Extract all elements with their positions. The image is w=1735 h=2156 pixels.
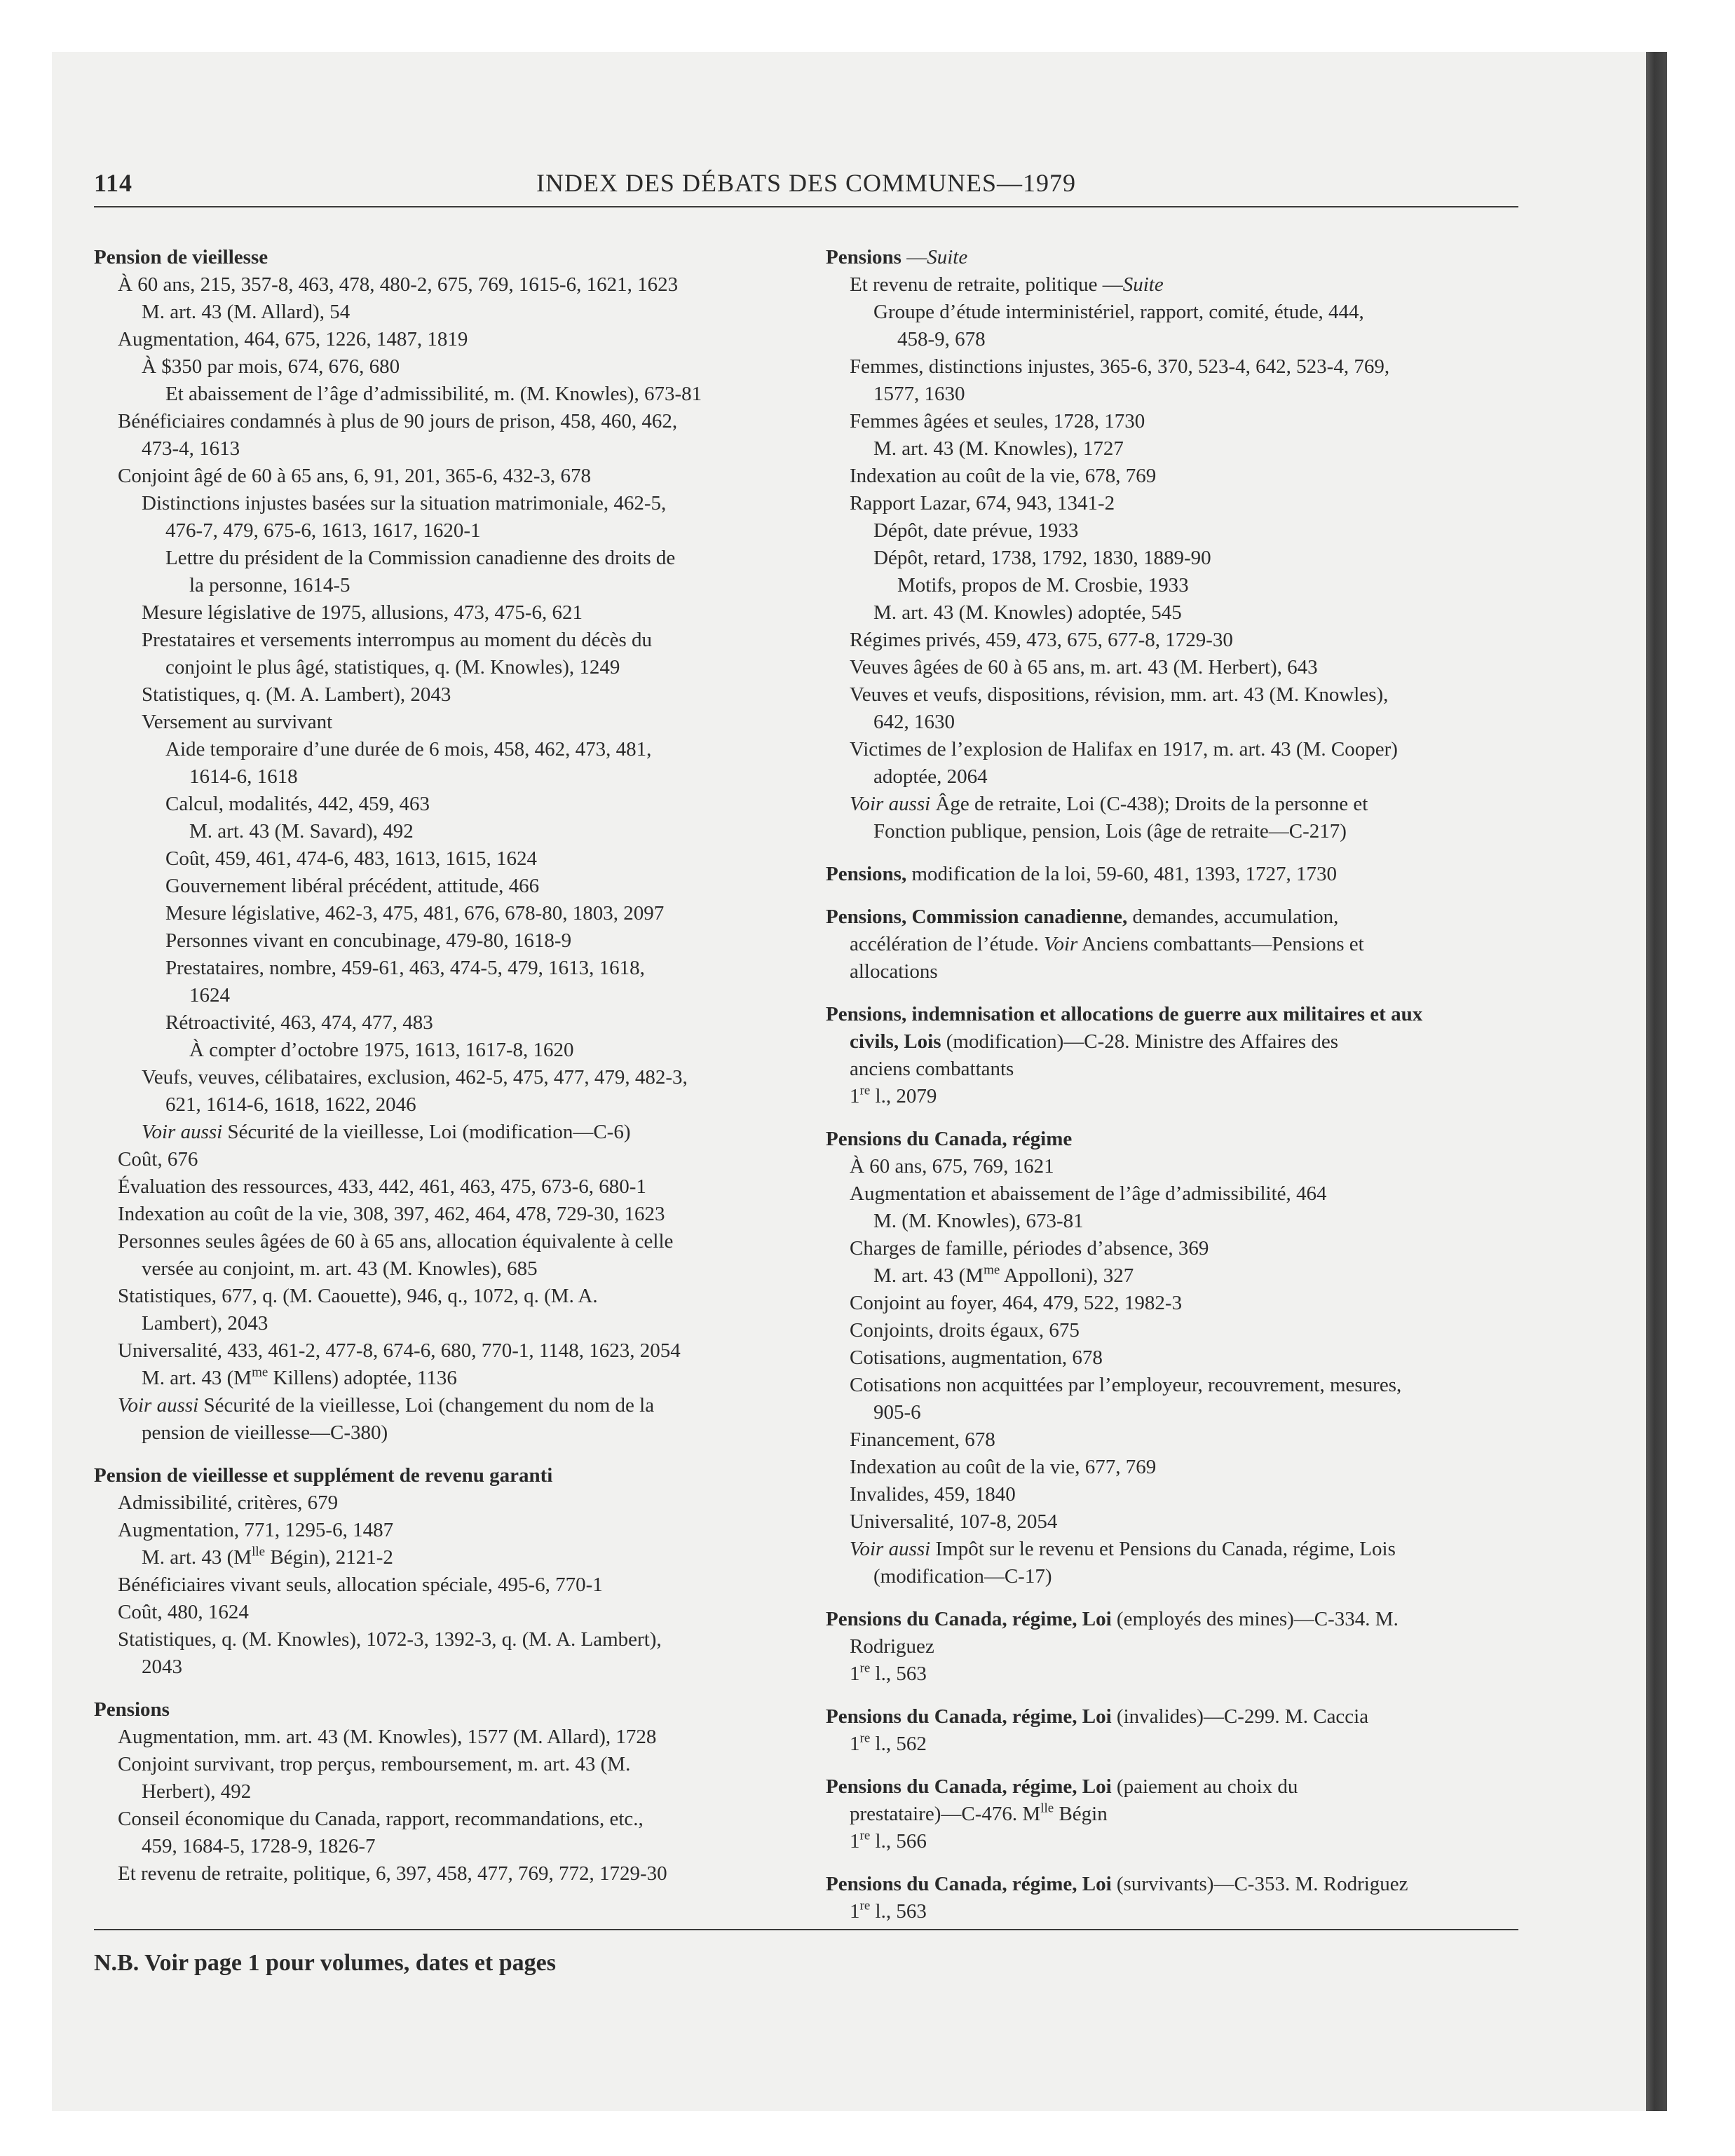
index-line <box>94 1201 781 1228</box>
index-line <box>94 1310 781 1337</box>
index-text: Admissibilité, critères, 679 <box>118 1492 339 1514</box>
index-text: 1 <box>850 1085 860 1107</box>
index-text: 1577, 1630 <box>873 383 965 405</box>
index-text: 1 <box>850 1733 860 1755</box>
index-text: Veuves et veufs, dispositions, révision, mm. art. 43 (M. Knowles), <box>850 683 1389 706</box>
scan-edge-strip <box>1646 52 1667 2111</box>
index-heading: Pensions du Canada, régime, Loi <box>826 1775 1112 1798</box>
index-text: l., 562 <box>870 1733 927 1755</box>
index-line <box>94 490 781 517</box>
footer-rule <box>94 1929 1518 1930</box>
index-text: Bénéficiaires vivant seuls, allocation spéciale, 495-6, 770-1 <box>118 1574 603 1596</box>
index-line <box>94 982 781 1009</box>
index-column-left <box>94 244 781 1888</box>
index-text: M. art. 43 (M <box>142 1367 252 1389</box>
index-text: allocations <box>850 960 938 983</box>
cross-reference: Voir aussi <box>142 1121 223 1143</box>
index-line <box>826 1317 1513 1344</box>
index-line <box>94 244 781 271</box>
index-line <box>826 1606 1513 1633</box>
index-line <box>826 572 1513 599</box>
index-text: Augmentation, 464, 675, 1226, 1487, 1819 <box>118 328 468 350</box>
index-text: Et revenu de retraite, politique, 6, 397, 458, 477, 769, 772, 1729-30 <box>118 1862 667 1885</box>
index-line <box>826 1056 1513 1083</box>
index-text: Bégin), 2121-2 <box>265 1546 393 1569</box>
index-line <box>826 1898 1513 1925</box>
index-line <box>826 1262 1513 1290</box>
index-text: Mesure législative, 462-3, 475, 481, 676, 678-80, 1803, 2097 <box>165 902 665 925</box>
index-line <box>94 1064 781 1091</box>
index-line <box>826 490 1513 517</box>
index-line <box>94 435 781 463</box>
index-text: Distinctions injustes basées sur la situation matrimoniale, 462-5, <box>142 492 667 514</box>
index-line <box>94 1119 781 1146</box>
index-text: Bégin <box>1054 1803 1108 1825</box>
index-text: M. art. 43 (M <box>142 1546 252 1569</box>
running-title: INDEX DES DÉBATS DES COMMUNES—1979 <box>536 169 1077 197</box>
index-line <box>94 1337 781 1365</box>
index-text: Sécurité de la vieillesse, Loi (changement du nom de la <box>198 1394 655 1417</box>
index-text: M. art. 43 (M. Savard), 492 <box>189 820 414 842</box>
index-text: re <box>859 1660 871 1676</box>
index-line <box>826 1126 1513 1153</box>
index-line <box>826 353 1513 381</box>
index-line <box>826 1153 1513 1180</box>
index-line <box>94 408 781 435</box>
index-line <box>94 1146 781 1173</box>
index-line <box>94 1599 781 1626</box>
index-line <box>94 1489 781 1517</box>
index-line <box>826 435 1513 463</box>
index-text: 473-4, 1613 <box>142 437 240 460</box>
index-text: accélération de l’étude. <box>850 933 1044 955</box>
index-text: 1 <box>850 1663 860 1685</box>
index-text: Augmentation et abaissement de l’âge d’admissibilité, 464 <box>850 1182 1327 1205</box>
index-text: adoptée, 2064 <box>873 765 988 788</box>
index-text: Groupe d’étude interministériel, rapport, comité, étude, 444, <box>873 301 1364 323</box>
index-line <box>826 1536 1513 1563</box>
index-heading: Pensions <box>826 246 901 268</box>
index-line <box>826 681 1513 709</box>
index-text: Herbert), 492 <box>142 1780 252 1803</box>
index-text: Universalité, 107-8, 2054 <box>850 1510 1058 1533</box>
index-text: Femmes, distinctions injustes, 365-6, 370, 523-4, 642, 523-4, 769, <box>850 355 1390 378</box>
index-line <box>94 1778 781 1806</box>
index-text: Conjoints, droits égaux, 675 <box>850 1319 1080 1342</box>
index-text: À 60 ans, 675, 769, 1621 <box>850 1155 1054 1178</box>
entry-gap <box>826 1688 1513 1703</box>
index-text: 1624 <box>189 984 230 1007</box>
index-text: Invalides, 459, 1840 <box>850 1483 1016 1506</box>
cross-reference: Suite <box>927 246 968 268</box>
index-text: Versement au survivant <box>142 711 333 733</box>
index-text: Rapport Lazar, 674, 943, 1341-2 <box>850 492 1115 514</box>
index-text: Et abaissement de l’âge d’admissibilité, m. (M. Knowles), 673-81 <box>165 383 702 405</box>
index-text: M. art. 43 (M. Knowles) adoptée, 545 <box>873 601 1182 624</box>
index-line <box>826 1208 1513 1235</box>
page-header <box>94 168 1518 210</box>
index-line <box>826 1344 1513 1372</box>
index-text: Bénéficiaires condamnés à plus de 90 jours de prison, 458, 460, 462, <box>118 410 678 432</box>
index-heading: Pensions, <box>826 863 907 885</box>
index-line <box>94 1255 781 1283</box>
index-text: Charges de famille, périodes d’absence, 369 <box>850 1237 1209 1260</box>
index-text: 476-7, 479, 675-6, 1613, 1617, 1620-1 <box>165 519 481 542</box>
index-text: (modification—C-17) <box>873 1565 1052 1588</box>
index-line <box>826 1828 1513 1855</box>
index-text: re <box>859 1731 871 1746</box>
index-text: re <box>859 1828 871 1843</box>
index-line <box>826 326 1513 353</box>
cross-reference: Voir aussi <box>850 793 931 815</box>
index-text: (invalides)—C-299. M. Caccia <box>1111 1705 1369 1728</box>
index-line <box>94 572 781 599</box>
index-line <box>826 931 1513 958</box>
index-line <box>94 271 781 299</box>
index-line <box>826 958 1513 985</box>
index-line <box>826 299 1513 326</box>
cross-reference: Voir aussi <box>118 1394 199 1417</box>
index-line <box>826 1508 1513 1536</box>
index-line <box>826 1426 1513 1454</box>
index-line <box>94 1653 781 1681</box>
index-text: Aide temporaire d’une durée de 6 mois, 458, 462, 473, 481, <box>165 738 652 760</box>
index-line <box>826 654 1513 681</box>
index-line <box>94 517 781 545</box>
index-line <box>94 1544 781 1571</box>
index-line <box>94 709 781 736</box>
index-line <box>826 1083 1513 1110</box>
index-heading: Pensions du Canada, régime, Loi <box>826 1705 1112 1728</box>
index-line <box>826 1481 1513 1508</box>
index-line <box>94 545 781 572</box>
index-text: l., 563 <box>870 1900 927 1923</box>
index-text: re <box>859 1083 871 1098</box>
index-line <box>94 1091 781 1119</box>
index-line <box>94 1571 781 1599</box>
index-text: la personne, 1614-5 <box>189 574 351 596</box>
index-line <box>94 1860 781 1888</box>
index-text: modification de la loi, 59-60, 481, 1393, 1727, 1730 <box>906 863 1337 885</box>
index-line <box>94 1037 781 1064</box>
index-text: Lambert), 2043 <box>142 1312 268 1335</box>
index-text: (employés des mines)—C-334. M. <box>1111 1608 1399 1630</box>
index-text: lle <box>252 1544 266 1560</box>
index-line <box>94 1392 781 1419</box>
index-line <box>826 244 1513 271</box>
index-line <box>826 463 1513 490</box>
index-line <box>826 1399 1513 1426</box>
index-line <box>94 791 781 818</box>
index-line <box>94 353 781 381</box>
index-text: versée au conjoint, m. art. 43 (M. Knowles), 685 <box>142 1257 538 1280</box>
index-text: Conjoint survivant, trop perçus, remboursement, m. art. 43 (M. <box>118 1753 631 1775</box>
index-heading: Pensions du Canada, régime, Loi <box>826 1873 1112 1895</box>
index-line <box>826 1660 1513 1688</box>
index-text: Veufs, veuves, célibataires, exclusion, 462-5, 475, 477, 479, 482-3, <box>142 1066 688 1089</box>
index-line <box>826 1290 1513 1317</box>
index-text: prestataire)—C-476. M <box>850 1803 1041 1825</box>
index-text: Conjoint âgé de 60 à 65 ans, 6, 91, 201, 365-6, 432-3, 678 <box>118 465 591 487</box>
index-text: Statistiques, 677, q. (M. Caouette), 946, q., 1072, q. (M. A. <box>118 1285 598 1307</box>
entry-gap <box>94 1447 781 1462</box>
index-text: 642, 1630 <box>873 711 955 733</box>
index-line <box>826 1235 1513 1262</box>
index-line <box>94 381 781 408</box>
index-text: Calcul, modalités, 442, 459, 463 <box>165 793 430 815</box>
index-line <box>826 1871 1513 1898</box>
index-text: pension de vieillesse—C-380) <box>142 1421 388 1444</box>
index-text: re <box>859 1898 871 1913</box>
index-text: Financement, 678 <box>850 1428 995 1451</box>
index-text: Veuves âgées de 60 à 65 ans, m. art. 43 (M. Herbert), 643 <box>850 656 1318 678</box>
index-text: anciens combattants <box>850 1058 1014 1080</box>
index-text: (modification)—C-28. Ministre des Affaires des <box>941 1030 1338 1053</box>
index-text: M. art. 43 (M. Knowles), 1727 <box>873 437 1124 460</box>
index-text: Fonction publique, pension, Lois (âge de retraite—C-217) <box>873 820 1347 842</box>
index-heading: Pensions <box>94 1698 170 1721</box>
index-line <box>94 1517 781 1544</box>
index-text: 1 <box>850 1830 860 1853</box>
index-text: Dépôt, retard, 1738, 1792, 1830, 1889-90 <box>873 547 1211 569</box>
index-text: Appolloni), 327 <box>1000 1264 1134 1287</box>
index-text: Statistiques, q. (M. A. Lambert), 2043 <box>142 683 451 706</box>
index-text: demandes, accumulation, <box>1127 906 1339 928</box>
index-line <box>94 1806 781 1833</box>
index-line <box>826 545 1513 572</box>
index-text: Évaluation des ressources, 433, 442, 461, 463, 475, 673-6, 680-1 <box>118 1175 646 1198</box>
index-line <box>94 1283 781 1310</box>
index-line <box>94 654 781 681</box>
entry-gap <box>826 1758 1513 1773</box>
index-line <box>826 1028 1513 1056</box>
index-heading: Pensions, Commission canadienne, <box>826 906 1128 928</box>
index-text: l., 563 <box>870 1663 927 1685</box>
index-line <box>826 736 1513 763</box>
index-line <box>94 955 781 982</box>
index-text: 459, 1684-5, 1728-9, 1826-7 <box>142 1835 376 1857</box>
index-text: conjoint le plus âgé, statistiques, q. (M. Knowles), 1249 <box>165 656 620 678</box>
index-line <box>94 681 781 709</box>
index-text: me <box>252 1365 268 1380</box>
index-text: Gouvernement libéral précédent, attitude, 466 <box>165 875 540 897</box>
index-line <box>94 900 781 927</box>
index-line <box>826 408 1513 435</box>
index-text: l., 566 <box>870 1830 927 1853</box>
index-text: 2043 <box>142 1656 182 1678</box>
index-text: À 60 ans, 215, 357-8, 463, 478, 480-2, 675, 769, 1615-6, 1621, 1623 <box>118 273 679 296</box>
index-line <box>826 1731 1513 1758</box>
index-text: Conseil économique du Canada, rapport, recommandations, etc., <box>118 1808 644 1830</box>
footer-note: N.B. Voir page 1 pour volumes, dates et pages <box>94 1950 556 1976</box>
index-line <box>826 1454 1513 1481</box>
index-line <box>94 927 781 955</box>
index-line <box>826 1001 1513 1028</box>
index-text: 905-6 <box>873 1401 921 1424</box>
index-text: me <box>984 1262 1000 1278</box>
index-line <box>94 627 781 654</box>
index-line <box>826 1563 1513 1590</box>
cross-reference: Suite <box>1122 273 1164 296</box>
index-heading: Pension de vieillesse <box>94 246 268 268</box>
index-text: 1614-6, 1618 <box>189 765 298 788</box>
index-text: Augmentation, 771, 1295-6, 1487 <box>118 1519 394 1541</box>
index-heading: Pension de vieillesse et supplément de revenu garanti <box>94 1464 553 1487</box>
index-heading: civils, Lois <box>850 1030 941 1053</box>
index-text: Universalité, 433, 461-2, 477-8, 674-6, 680, 770-1, 1148, 1623, 2054 <box>118 1339 681 1362</box>
index-text: À $350 par mois, 674, 676, 680 <box>142 355 400 378</box>
index-text: M. art. 43 (M. Allard), 54 <box>142 301 351 323</box>
index-text: 458-9, 678 <box>897 328 986 350</box>
index-text: Cotisations non acquittées par l’employeur, recouvrement, mesures, <box>850 1374 1402 1396</box>
index-text: Indexation au coût de la vie, 678, 769 <box>850 465 1157 487</box>
index-line <box>94 1365 781 1392</box>
index-line <box>94 1462 781 1489</box>
index-line <box>94 873 781 900</box>
index-heading: Pensions du Canada, régime <box>826 1128 1073 1150</box>
index-line <box>94 1696 781 1724</box>
index-text: Sécurité de la vieillesse, Loi (modification—C-6) <box>222 1121 631 1143</box>
index-text: Coût, 676 <box>118 1148 198 1171</box>
header-rule <box>94 206 1518 207</box>
index-line <box>826 763 1513 791</box>
entry-gap <box>826 888 1513 903</box>
entry-gap <box>94 1681 781 1696</box>
index-line <box>94 1009 781 1037</box>
index-line <box>94 1833 781 1860</box>
index-line <box>826 271 1513 299</box>
index-text: (paiement au choix du <box>1111 1775 1298 1798</box>
index-text: Coût, 459, 461, 474-6, 483, 1613, 1615, 1624 <box>165 847 538 870</box>
index-text: Victimes de l’explosion de Halifax en 1917, m. art. 43 (M. Cooper) <box>850 738 1398 760</box>
index-line <box>826 1633 1513 1660</box>
index-line <box>826 791 1513 818</box>
index-line <box>94 736 781 763</box>
index-line <box>826 1180 1513 1208</box>
index-line <box>94 845 781 873</box>
index-text: Dépôt, date prévue, 1933 <box>873 519 1079 542</box>
index-line <box>94 1228 781 1255</box>
index-text: Âge de retraite, Loi (C-438); Droits de la personne et <box>930 793 1368 815</box>
entry-gap <box>826 1110 1513 1126</box>
index-heading: Pensions du Canada, régime, Loi <box>826 1608 1112 1630</box>
index-line <box>94 818 781 845</box>
index-line <box>826 599 1513 627</box>
index-text: Prestataires et versements interrompus au moment du décès du <box>142 629 653 651</box>
index-text: Anciens combattants—Pensions et <box>1077 933 1364 955</box>
index-text: Rodriguez <box>850 1635 934 1658</box>
index-text: Augmentation, mm. art. 43 (M. Knowles), 1577 (M. Allard), 1728 <box>118 1726 657 1748</box>
index-line <box>94 299 781 326</box>
index-text: 1 <box>850 1900 860 1923</box>
index-text: Coût, 480, 1624 <box>118 1601 249 1623</box>
index-text: Indexation au coût de la vie, 677, 769 <box>850 1456 1157 1478</box>
index-text: lle <box>1040 1801 1054 1816</box>
index-line <box>94 463 781 490</box>
index-text: (survivants)—C-353. M. Rodriguez <box>1111 1873 1408 1895</box>
index-text: Femmes âgées et seules, 1728, 1730 <box>850 410 1145 432</box>
entry-gap <box>826 1590 1513 1606</box>
index-heading: Pensions, indemnisation et allocations de guerre aux militaires et aux <box>826 1003 1423 1025</box>
index-line <box>826 381 1513 408</box>
index-line <box>94 1173 781 1201</box>
index-text: Régimes privés, 459, 473, 675, 677-8, 1729-30 <box>850 629 1233 651</box>
index-line <box>826 818 1513 845</box>
index-column-right <box>826 244 1513 1925</box>
cross-reference: Voir aussi <box>850 1538 931 1560</box>
page-number: 114 <box>94 169 133 197</box>
index-text: Rétroactivité, 463, 474, 477, 483 <box>165 1011 433 1034</box>
index-line <box>94 1751 781 1778</box>
index-line <box>826 1703 1513 1731</box>
entry-gap <box>826 845 1513 861</box>
index-text: Personnes vivant en concubinage, 479-80, 1618-9 <box>165 929 572 952</box>
index-text: Conjoint au foyer, 464, 479, 522, 1982-3 <box>850 1292 1183 1314</box>
index-text: Motifs, propos de M. Crosbie, 1933 <box>897 574 1189 596</box>
index-line <box>94 599 781 627</box>
index-line <box>826 1801 1513 1828</box>
index-line <box>94 1724 781 1751</box>
index-text: Impôt sur le revenu et Pensions du Canada, régime, Lois <box>930 1538 1396 1560</box>
index-line <box>94 1419 781 1447</box>
index-text: Personnes seules âgées de 60 à 65 ans, allocation équivalente à celle <box>118 1230 674 1253</box>
index-text: Mesure législative de 1975, allusions, 473, 475-6, 621 <box>142 601 583 624</box>
index-text: Statistiques, q. (M. Knowles), 1072-3, 1392-3, q. (M. A. Lambert), <box>118 1628 662 1651</box>
index-line <box>826 861 1513 888</box>
index-text: M. art. 43 (M <box>873 1264 984 1287</box>
index-text: l., 2079 <box>870 1085 937 1107</box>
index-text: Prestataires, nombre, 459-61, 463, 474-5, 479, 1613, 1618, <box>165 957 645 979</box>
index-line <box>826 1372 1513 1399</box>
index-text: 621, 1614-6, 1618, 1622, 2046 <box>165 1093 416 1116</box>
index-text: M. (M. Knowles), 673-81 <box>873 1210 1084 1232</box>
index-text: Indexation au coût de la vie, 308, 397, 462, 464, 478, 729-30, 1623 <box>118 1203 665 1225</box>
index-line <box>826 1773 1513 1801</box>
index-text: Et revenu de retraite, politique — <box>850 273 1123 296</box>
index-text: Lettre du président de la Commission canadienne des droits de <box>165 547 676 569</box>
index-line <box>826 903 1513 931</box>
index-line <box>94 326 781 353</box>
index-text: Killens) adoptée, 1136 <box>268 1367 457 1389</box>
index-text: — <box>901 246 927 268</box>
index-line <box>826 517 1513 545</box>
entry-gap <box>826 1855 1513 1871</box>
index-line <box>826 709 1513 736</box>
index-text: Cotisations, augmentation, 678 <box>850 1346 1103 1369</box>
entry-gap <box>826 985 1513 1001</box>
index-line <box>94 763 781 791</box>
index-line <box>94 1626 781 1653</box>
cross-reference: Voir <box>1043 933 1078 955</box>
index-line <box>826 627 1513 654</box>
index-text: À compter d’octobre 1975, 1613, 1617-8, 1620 <box>189 1039 574 1061</box>
